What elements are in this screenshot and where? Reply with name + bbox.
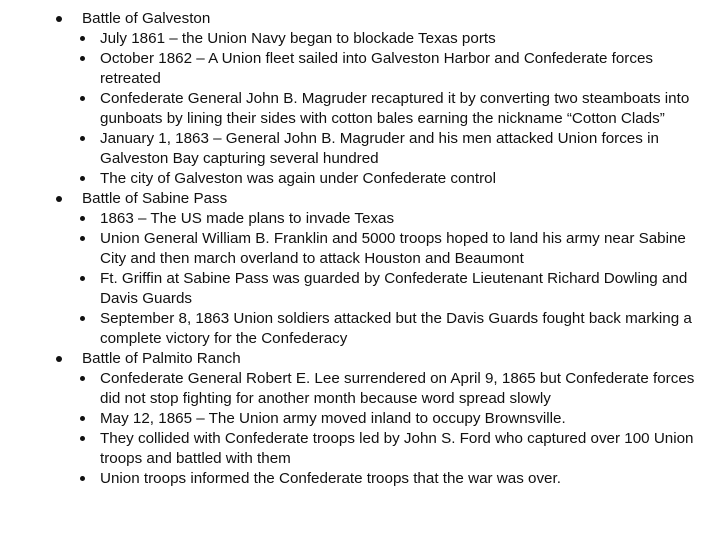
bullet-dot-icon [80, 316, 85, 321]
list-item-text: Union troops informed the Confederate troops that the war was over. [100, 470, 561, 487]
topic-title-text: Battle of Galveston [82, 10, 211, 27]
list-item [80, 409, 696, 429]
list-item-text: October 1862 – A Union fleet sailed into Galveston Harbor and Confederate forces retreated [100, 50, 653, 87]
bullet-dot-icon [80, 376, 85, 381]
bullet-dot-icon [80, 136, 85, 141]
list-item [80, 129, 696, 169]
bullet-dot-icon [80, 96, 85, 101]
topic-palmito-ranch [56, 349, 696, 489]
bullet-dot-icon [56, 16, 62, 22]
topic-title-sabine-pass [56, 189, 696, 209]
list-item [80, 309, 696, 349]
list-item-text: Confederate General Robert E. Lee surrendered on April 9, 1865 but Confederate forces did not stop fighting for another month because word spread slowly [100, 370, 695, 407]
list-item-text: They collided with Confederate troops led by John S. Ford who captured over 100 Union troops and battled with them [100, 430, 694, 467]
topic-sabine-pass [56, 189, 696, 349]
bullet-dot-icon [80, 56, 85, 61]
topic-list [56, 9, 696, 489]
bullet-dot-icon [56, 356, 62, 362]
list-item-text: Confederate General John B. Magruder recaptured it by converting two steamboats into gunboats by lining their sides with cotton bales earning the nickname “Cotton Clads” [100, 90, 690, 127]
point-list [80, 369, 696, 489]
bullet-dot-icon [80, 476, 85, 481]
list-item [80, 229, 696, 269]
point-list [80, 209, 696, 349]
list-item-text: Union General William B. Franklin and 5000 troops hoped to land his army near Sabine City and then march overland to attack Houston and Beaumont [100, 230, 686, 267]
list-item [80, 469, 696, 489]
topic-title-palmito-ranch [56, 349, 696, 369]
topic-title-text: Battle of Sabine Pass [82, 190, 228, 207]
bullet-dot-icon [80, 416, 85, 421]
list-item-text: Ft. Griffin at Sabine Pass was guarded by Confederate Lieutenant Richard Dowling and Davis Guards [100, 270, 688, 307]
topic-galveston [56, 9, 696, 189]
bullet-dot-icon [56, 196, 62, 202]
bullet-dot-icon [80, 216, 85, 221]
list-item [80, 89, 696, 129]
list-item [80, 29, 696, 49]
list-item [80, 209, 696, 229]
bullet-dot-icon [80, 236, 85, 241]
list-item-text: The city of Galveston was again under Confederate control [100, 170, 496, 187]
list-item [80, 369, 696, 409]
bullet-dot-icon [80, 436, 85, 441]
bullet-dot-icon [80, 36, 85, 41]
bullet-dot-icon [80, 276, 85, 281]
list-item [80, 429, 696, 469]
list-item-text: 1863 – The US made plans to invade Texas [100, 210, 395, 227]
topic-title-galveston [56, 9, 696, 29]
list-item [80, 269, 696, 309]
list-item [80, 49, 696, 89]
list-item [80, 169, 696, 189]
list-item-text: May 12, 1865 – The Union army moved inland to occupy Brownsville. [100, 410, 566, 427]
topic-title-text: Battle of Palmito Ranch [82, 350, 241, 367]
point-list [80, 29, 696, 189]
list-item-text: January 1, 1863 – General John B. Magruder and his men attacked Union forces in Galveston Bay capturing several hundred [100, 130, 659, 167]
list-item-text: September 8, 1863 Union soldiers attacked but the Davis Guards fought back marking a complete victory for the Confederacy [100, 310, 692, 347]
bullet-dot-icon [80, 176, 85, 181]
list-item-text: July 1861 – the Union Navy began to blockade Texas ports [100, 30, 496, 47]
